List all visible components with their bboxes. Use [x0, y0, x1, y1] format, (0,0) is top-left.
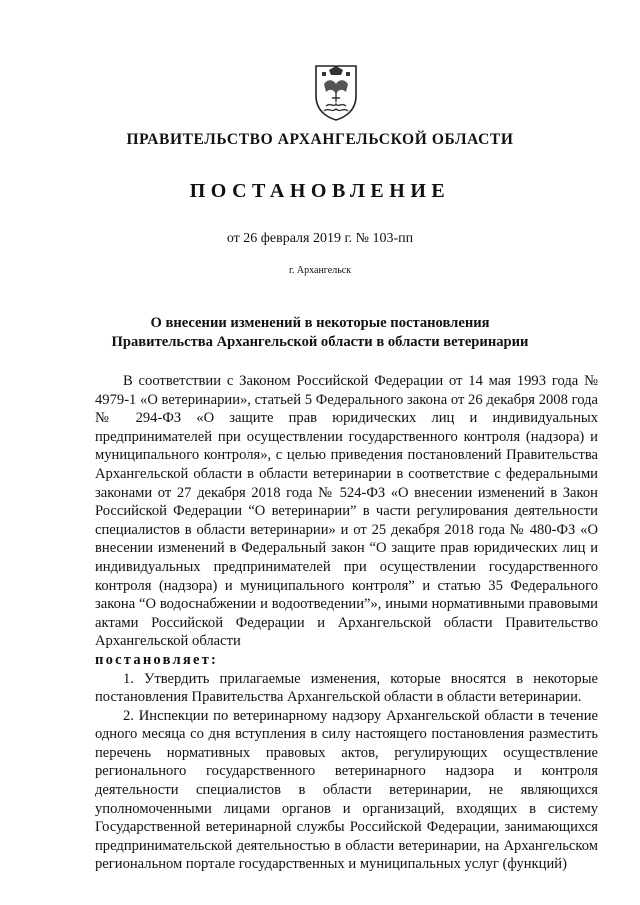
organization-name: ПРАВИТЕЛЬСТВО АРХАНГЕЛЬСКОЙ ОБЛАСТИ	[126, 131, 514, 148]
document-type: ПОСТАНОВЛЕНИЕ	[189, 180, 451, 202]
item-1-paragraph: 1. Утвердить прилагаемые изменения, которые вносятся в некоторые постановления Правительства Архангельской области в области ветеринарии.	[95, 670, 598, 706]
item-2-paragraph: 2. Инспекции по ветеринарному надзору Архангельской области в течение одного месяца со дня вступления в силу настоящего постановления разместить перечень нормативных правовых актов, регулирующих осуществление регионального государственного ветеринарного надзора и контроля деятельности специалистов в области ветеринарии, не являющихся уполномоченными лицами органов и организаций, входящих в систему Государственной ветеринарной службы Российской Федерации, занимающихся предпринимательской деятельностью в области ветеринарии, на Архангельском региональном портале государственных и муниципальных услуг (функций)	[95, 707, 598, 873]
date-and-number: от 26 февраля 2019 г. № 103-пп	[226, 231, 414, 246]
city: г. Архангельск	[288, 265, 352, 276]
document-body	[95, 372, 598, 874]
decree-word: постановляет:	[95, 651, 219, 668]
title-line-1: О внесении изменений в некоторые постановления	[150, 315, 490, 331]
title-line-2: Правительства Архангельской области в области ветеринарии	[111, 334, 529, 350]
coat-of-arms-icon	[312, 62, 360, 122]
preamble-paragraph: В соответствии с Законом Российской Федерации от 14 мая 1993 года № 4979-1 «О ветеринарии», статьей 5 Федерального закона от 26 декабря 2008 года № 294-ФЗ «О защите прав юридических лиц и индивидуальных предпринимателей при осуществлении государственного контроля (надзора) и муниципального контроля», с целью приведения постановлений Правительства Архангельской области в области ветеринарии в соответствие с федеральными законами от 27 декабря 2018 года № 524-ФЗ «О внесении изменений в Закон Российской Федерации “О ветеринарии” в части регулирования деятельности специалистов в области ветеринарии» и от 25 декабря 2018 года № 480-ФЗ «О внесении изменений в Федеральный закон “О защите прав юридических лиц и индивидуальных предпринимателей при осуществлении государственного контроля (надзора) и муниципального контроля” и статью 35 Федерального закона “О водоснабжении и водоотведении”», иными нормативными правовыми актами Российской Федерации и Архангельской области Правительство Архангельской области	[95, 373, 598, 650]
document-title	[0, 314, 640, 352]
